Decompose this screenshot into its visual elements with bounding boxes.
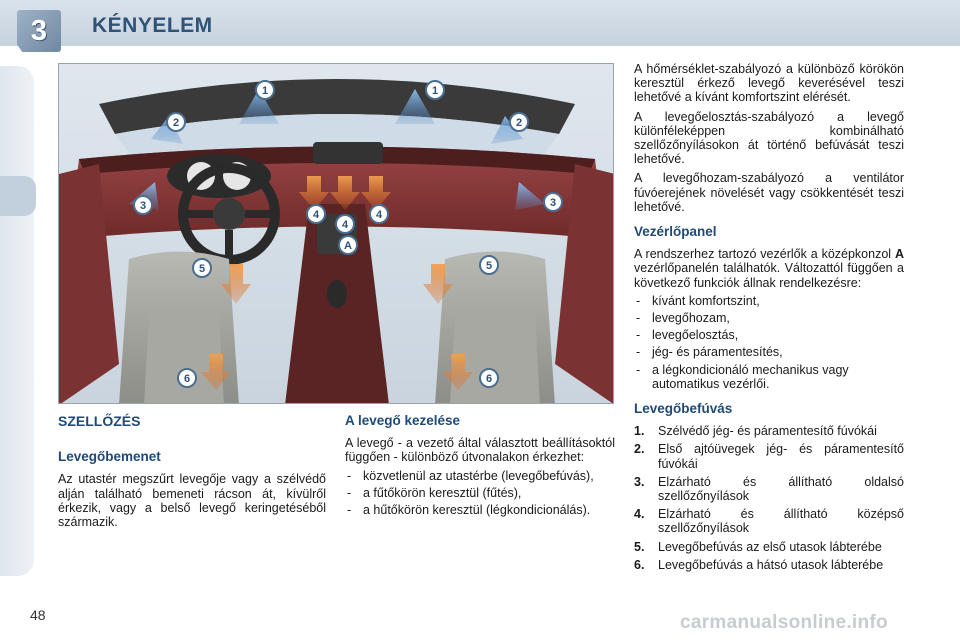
svg-text:6: 6 [485, 373, 493, 385]
gear-knob [327, 280, 347, 308]
callout-6-left [178, 369, 196, 387]
list-item: - levegőelosztás, [634, 328, 904, 342]
svg-text:4: 4 [341, 219, 349, 231]
page-title: KÉNYELEM [92, 14, 213, 37]
svg-text:4: 4 [375, 209, 383, 221]
list-item: 4. Elzárható és állítható középső szellőzőnyílások [634, 507, 904, 536]
side-chapter-marker [0, 176, 36, 216]
page-number: 48 [30, 607, 46, 623]
list-item: 5. Levegőbefúvás az első utasok lábterébe [634, 539, 882, 554]
interior-airflow-diagram [59, 64, 614, 404]
watermark: carmanualsonline.info [680, 612, 888, 633]
paragraph-temperature: A hőmérséklet-szabályozó a különböző körökön keresztül érkező levegő keverésével teszi lehetővé a kívánt komfortszint elérését. [634, 62, 904, 105]
svg-text:6: 6 [183, 373, 191, 385]
svg-text:3: 3 [549, 197, 557, 209]
display-screen [313, 142, 383, 164]
svg-text:A: A [344, 240, 352, 252]
air-routes-list [345, 469, 615, 518]
callout-2-left [167, 113, 185, 131]
column-controls [634, 62, 904, 576]
air-vents-list [634, 424, 904, 572]
chapter-number: 3 [30, 14, 48, 47]
callout-4-center [336, 215, 354, 233]
list-item: 1. Szélvédő jég- és páramentesítő fúvókái [634, 424, 877, 439]
callout-4-right [370, 205, 388, 223]
paragraph-air-intake: Az utastér megszűrt levegője vagy a szélvédő alján található bemeneti rácson át, kívülről érkezik, vagy a belső levegő keringetéséből származik. [58, 472, 326, 530]
control-functions-list [634, 294, 904, 391]
section-heading-air-treatment: A levegő kezelése [345, 413, 461, 428]
section-heading-control-panel: Vezérlőpanel [634, 224, 717, 240]
list-item: - a hűtőkörön keresztül (légkondicionálás). [345, 503, 615, 517]
callout-5-left [193, 259, 211, 277]
callout-2-right [510, 113, 528, 131]
control-panel-text-before: A rendszerhez tartozó vezérlők a középkonzol [634, 247, 892, 262]
interior-illustration [58, 63, 614, 404]
callout-4-left [307, 205, 325, 223]
list-item: - kívánt komfortszint, [634, 294, 904, 308]
svg-text:5: 5 [198, 263, 206, 275]
list-item: - közvetlenül az utastérbe (levegőbefúvás), [345, 469, 615, 483]
list-item: - levegőhozam, [634, 311, 904, 325]
paragraph-control-panel [634, 247, 904, 290]
callout-1-right [426, 81, 444, 99]
svg-text:3: 3 [139, 200, 147, 212]
control-panel-text-after: vezérlőpanelén találhatók. Változattól függően a következő funkciók állnak rendelkezésre: [634, 261, 904, 290]
paragraph-air-flow: A levegőhozam-szabályozó a ventilátor fúvóerejének növelését vagy csökkentését teszi lehetővé. [634, 171, 904, 214]
paragraph-air-routes: A levegő - a vezető által választott beállításoktól függően - különböző útvonalakon érkezhet: [345, 436, 615, 465]
steering-hub [213, 198, 245, 230]
column-air-treatment [345, 410, 615, 520]
column-ventilation [58, 410, 326, 529]
section-heading-ventilation: SZELLŐZÉS [58, 413, 141, 429]
callout-5-right [480, 256, 498, 274]
control-panel-key: A [894, 247, 904, 262]
callout-6-right [480, 369, 498, 387]
callout-3-left [134, 196, 152, 214]
subheading-air-intake: Levegőbemenet [58, 449, 161, 465]
svg-text:1: 1 [431, 85, 439, 97]
list-item: - a fűtőkörön keresztül (fűtés), [345, 486, 615, 500]
paragraph-distribution: A levegőelosztás-szabályozó a levegő különféleképpen kombinálható szellőzőnyílásokon át történő befúvását teszi lehetővé. [634, 109, 904, 167]
callout-1-left [256, 81, 274, 99]
svg-text:5: 5 [485, 260, 493, 272]
callout-3-right [544, 193, 562, 211]
list-item: 6. Levegőbefúvás a hátsó utasok lábterébe [634, 557, 884, 572]
list-item: - jég- és páramentesítés, [634, 345, 904, 359]
svg-text:2: 2 [515, 117, 523, 129]
list-item: - a légkondicionáló mechanikus vagy automatikus vezérlői. [634, 363, 904, 391]
side-strip [0, 66, 34, 576]
svg-text:1: 1 [261, 85, 269, 97]
section-heading-air-vents: Levegőbefúvás [634, 401, 733, 417]
list-item: 3. Elzárható és állítható oldalsó szellőzőnyílások [634, 474, 904, 504]
callout-a [339, 236, 357, 254]
svg-text:4: 4 [312, 209, 320, 221]
svg-text:2: 2 [172, 117, 180, 129]
list-item: 2. Első ajtóüvegek jég- és páramentesítő fúvókái [634, 442, 904, 471]
